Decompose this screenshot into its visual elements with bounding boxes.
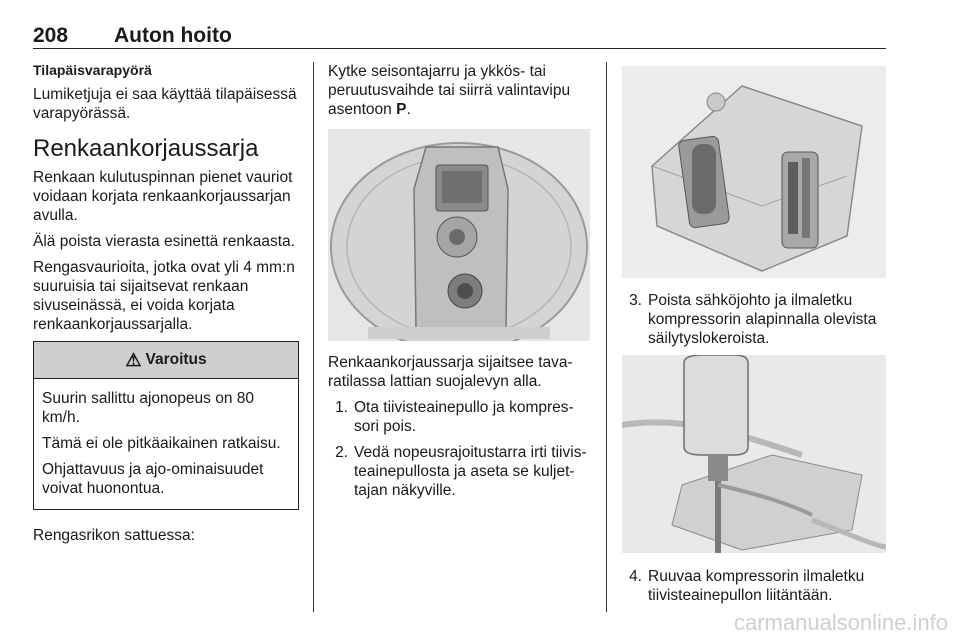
column-right (622, 62, 888, 612)
warning-body (34, 379, 298, 509)
step-item: 3. Poista sähköjohto ja ilmaletku kompressorin alapinnalla olevista säilytyslokeroista. (629, 292, 877, 347)
paragraph: Kytke seisontajarru ja ykkös- tai peruutusvaihde tai siirrä valintavipu asentoon P. (328, 63, 571, 118)
paragraph: Renkaankorjaussarja sijaitsee tavaratilassa lattian suojalevyn alla. (328, 354, 573, 390)
paragraph: Älä poista vierasta esinettä renkaasta. (33, 233, 295, 250)
column-left (33, 62, 299, 552)
paragraph: Renkaan kulutuspinnan pienet vauriot voidaan korjata renkaankorjaussarjan avulla. (33, 169, 293, 224)
page-number: 208 (33, 24, 69, 47)
warning-title: Varoitus (145, 351, 207, 368)
gear-position-p: P (396, 101, 407, 118)
step-item: 2. Vedä nopeusrajoitustarra irti tiivisteainepullosta ja aseta se kuljettajan näkyville. (335, 444, 587, 499)
section-heading: Renkaankorjaussarja (33, 135, 259, 162)
paragraph: Rengasrikon sattuessa: (33, 527, 195, 544)
step-item: 4. Ruuvaa kompressorin ilmaletku tiivisteainepullon liitäntään. (629, 568, 865, 604)
warning-header (34, 342, 298, 379)
column-divider (606, 62, 607, 612)
paragraph: Rengasvaurioita, jotka ovat yli 4 mm:n suuruisia tai sijaitsevat renkaan sivuseinässä, ei voida korjata renkaankorjaussarjalla. (33, 259, 295, 333)
warning-icon: ⚠ (125, 349, 142, 370)
watermark: carmanualsonline.info (733, 610, 948, 635)
warning-text: Ohjattavuus ja ajo-ominaisuudet voivat huonontua. (42, 461, 264, 497)
step-item: 1. Ota tiivisteainepullo ja kompressori pois. (335, 399, 574, 435)
sealant-bottle-illustration (622, 355, 886, 553)
column-divider (313, 62, 314, 612)
paragraph: Lumiketjuja ei saa käyttää tilapäisessä varapyörässä. (33, 86, 297, 122)
section-subheading: Tilapäisvarapyörä (33, 62, 152, 78)
warning-text: Tämä ei ole pitkäaikainen ratkaisu. (42, 435, 281, 452)
compressor-case-illustration (622, 66, 886, 278)
column-middle (328, 62, 590, 507)
page-header (33, 22, 886, 49)
warning-box (33, 341, 299, 510)
chapter-title: Auton hoito (114, 24, 232, 47)
trunk-repair-kit-illustration (328, 129, 590, 341)
warning-text: Suurin sallittu ajonopeus on 80 km/h. (42, 390, 254, 426)
